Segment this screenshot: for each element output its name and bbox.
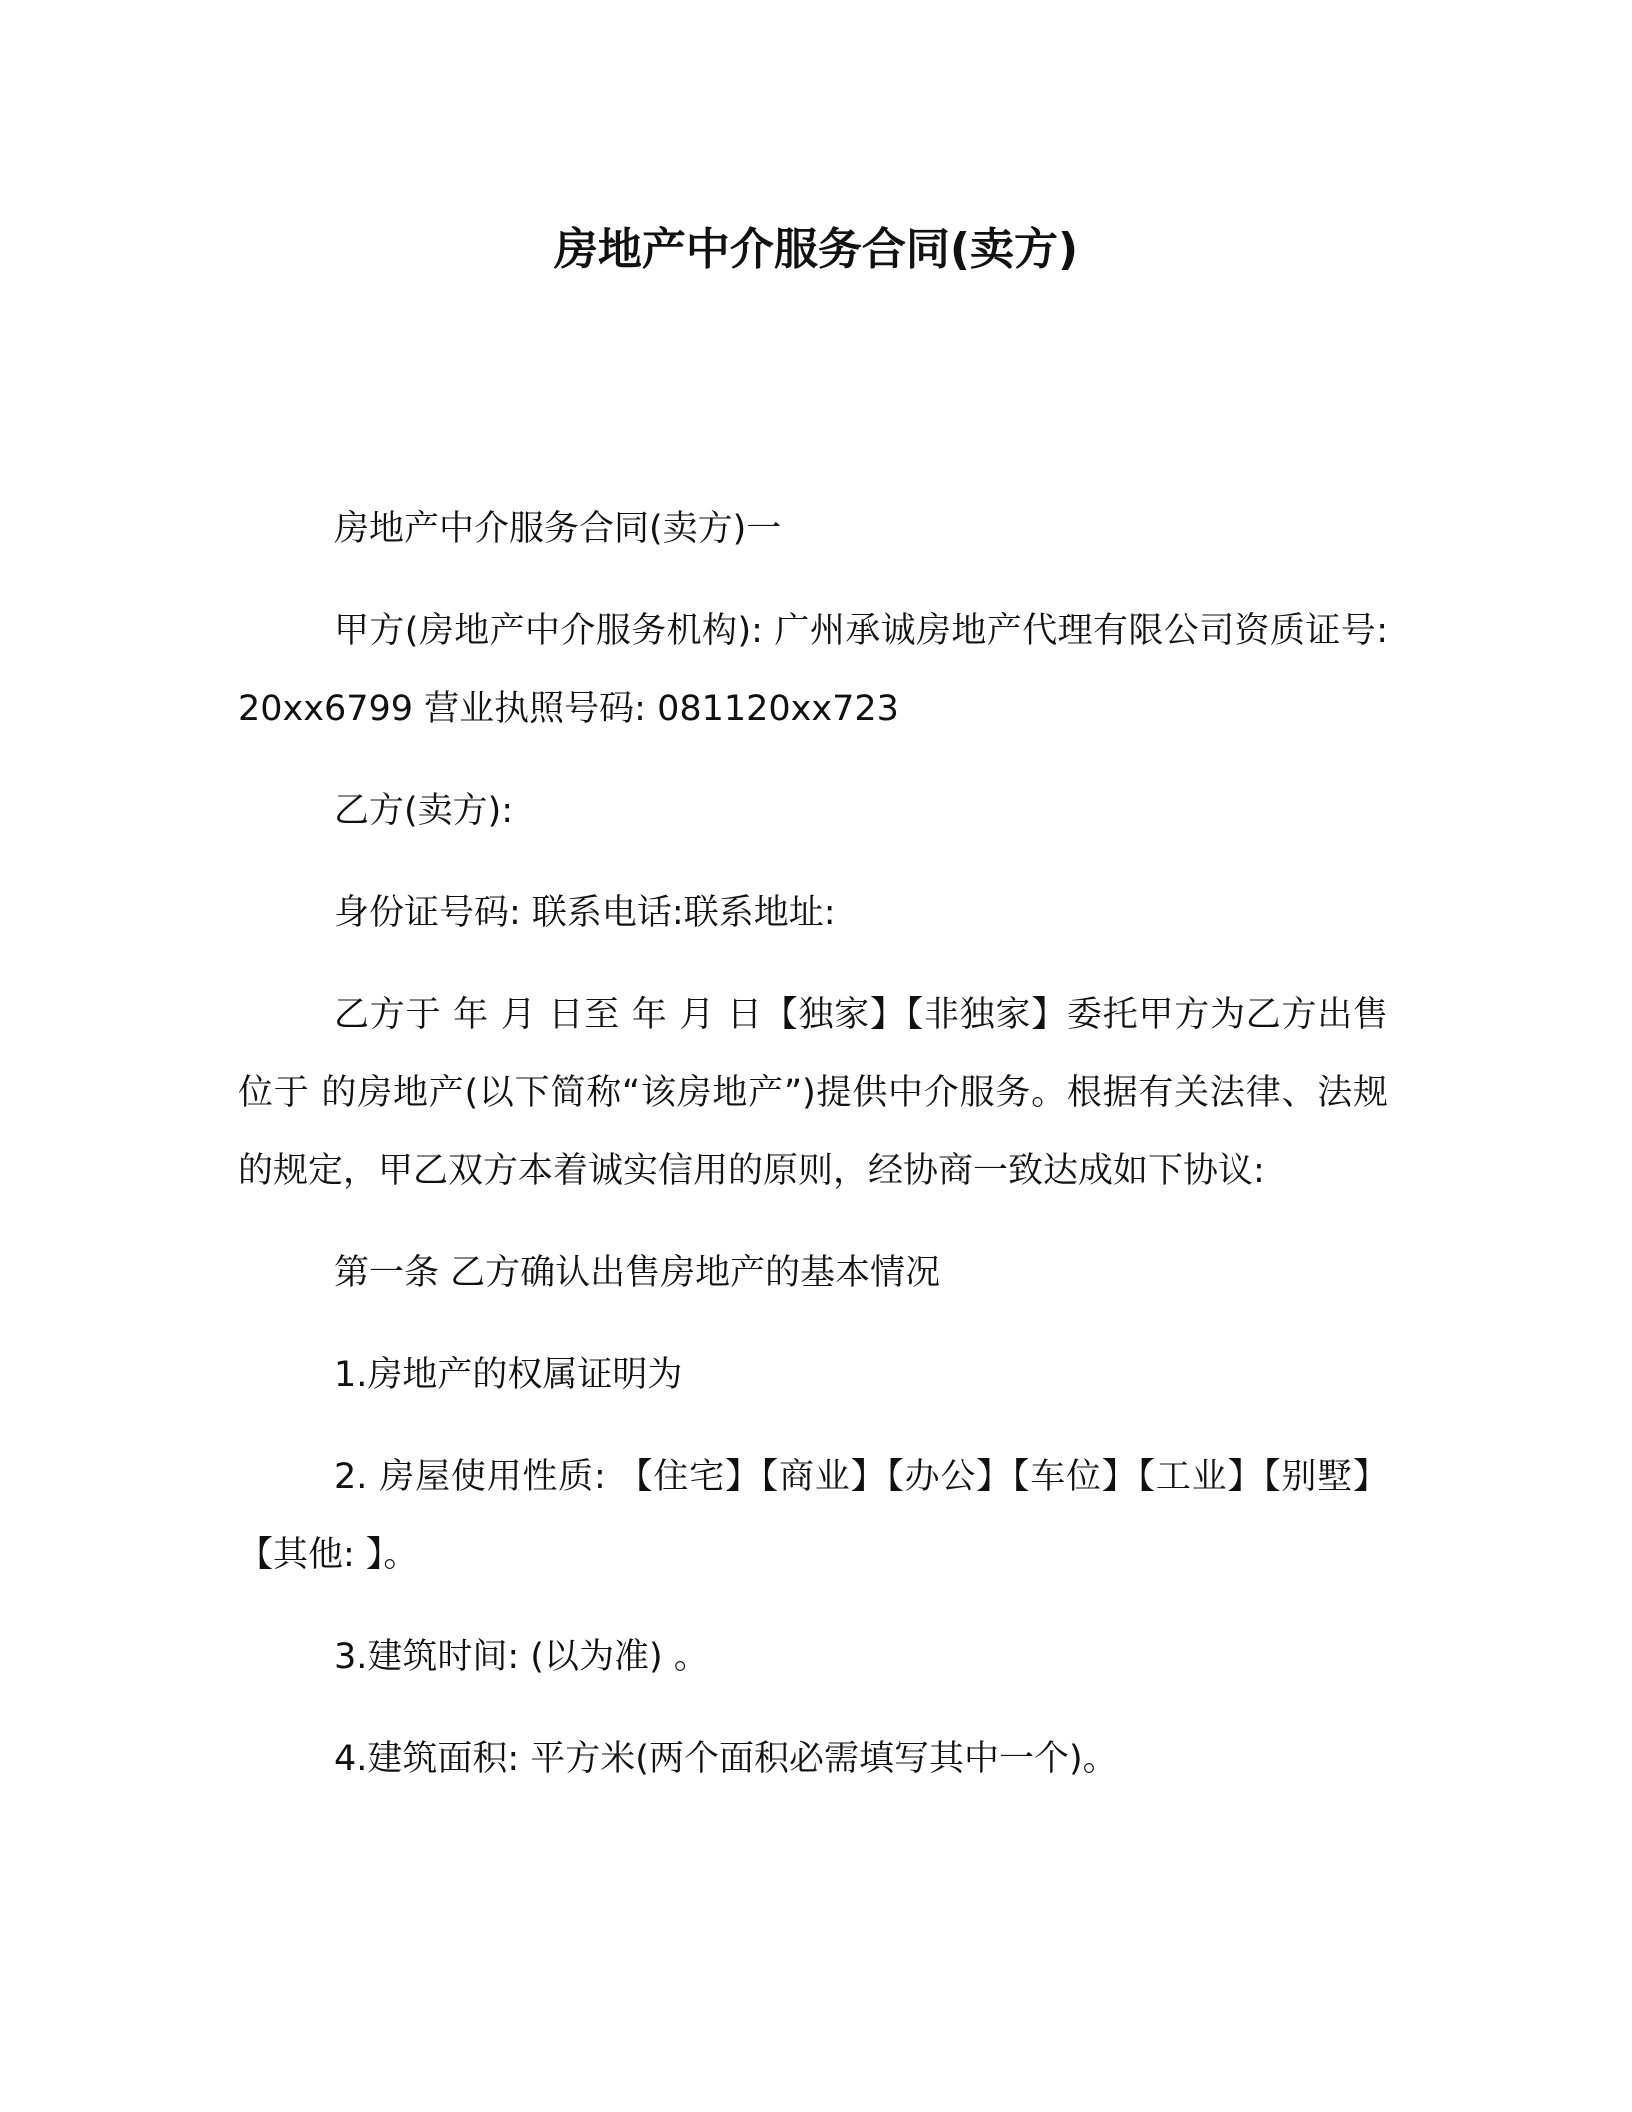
paragraph-contact-info: 身份证号码: 联系电话:联系地址: — [334, 893, 836, 933]
paragraph-item-2: 2. 房屋使用性质: 【住宅】【商业】【办公】【车位】【工业】【别墅】【其他: 】。 — [238, 1457, 1388, 1575]
paragraph-party-b: 乙方(卖方): — [334, 791, 514, 831]
paragraph-article-one: 第一条 乙方确认出售房地产的基本情况 — [334, 1253, 941, 1293]
document-title: 房地产中介服务合同(卖方) — [553, 224, 1079, 275]
paragraph-party-a: 甲方(房地产中介服务机构): 广州承诚房地产代理有限公司资质证号: 20xx6799 营业执照号码: 081120xx723 — [238, 611, 1388, 729]
paragraph-heading-one: 房地产中介服务合同(卖方)一 — [334, 509, 782, 549]
paragraph-item-1: 1.房地产的权属证明为 — [334, 1355, 683, 1395]
document-body — [238, 490, 1388, 1822]
paragraph-item-3: 3.建筑时间: (以为准) 。 — [334, 1637, 709, 1677]
paragraph-item-4: 4.建筑面积: 平方米(两个面积必需填写其中一个)。 — [334, 1739, 1118, 1779]
paragraph-entrustment: 乙方于 年 月 日至 年 月 日【独家】【非独家】委托甲方为乙方出售位于 的房地产(以下简称“该房地产”)提供中介服务。根据有关法律、法规的规定，甲乙双方本着诚实信用的原则，经协商一致达成如下协议: — [238, 995, 1388, 1191]
